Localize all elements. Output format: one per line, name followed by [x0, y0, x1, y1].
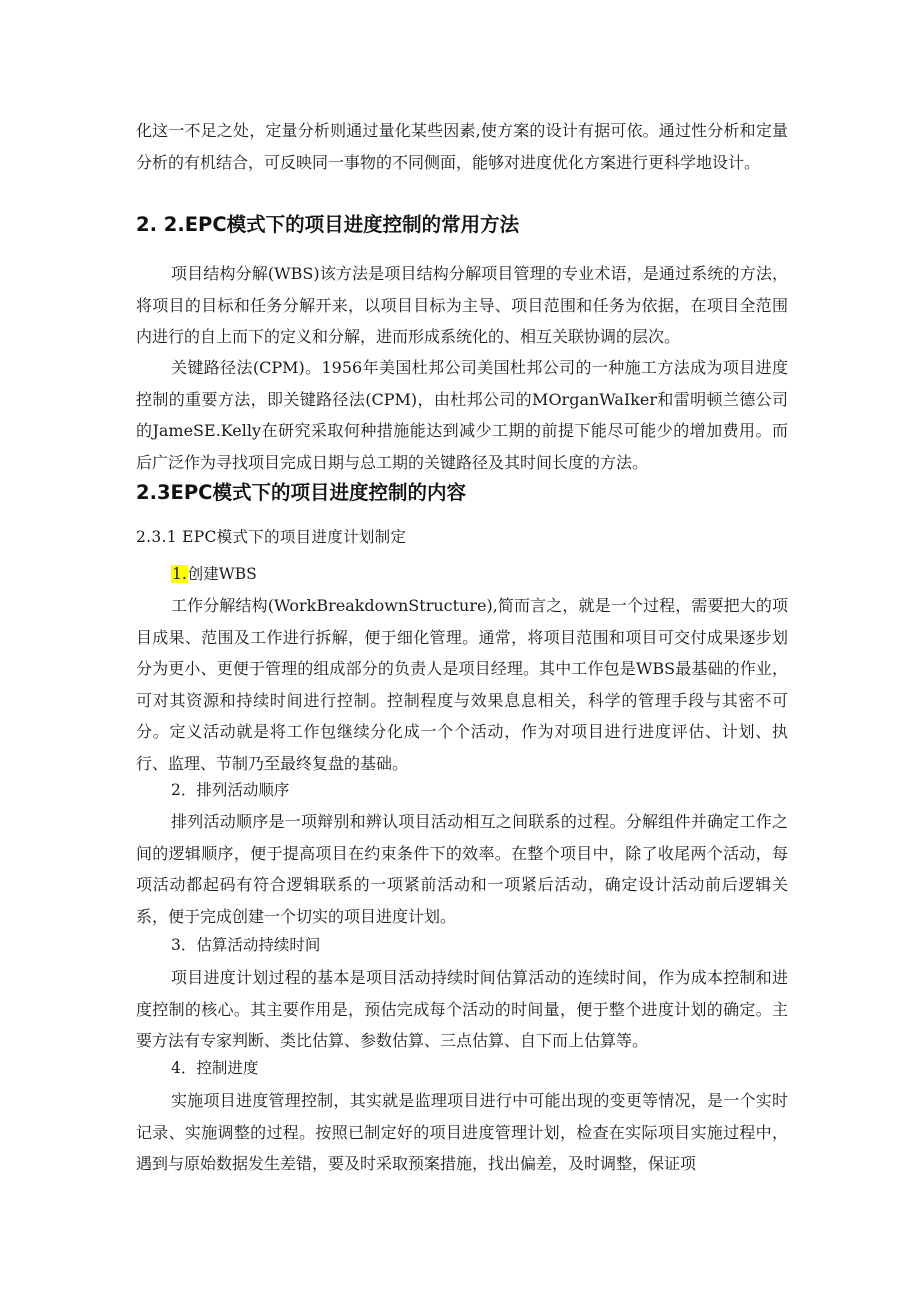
item-2-paragraph: 排列活动顺序是一项辩别和辨认项目活动相互之间联系的过程。分解组件并确定工作之间的逻辑顺序，便于提高项目在约束条件下的效率。在整个项目中，除了收尾两个活动，每项活动都起码有符合逻辑联系的一项紧前活动和一项紧后活动，确定设计活动前后逻辑关系，便于完成创建一个切实的项目进度计划。	[136, 812, 788, 926]
item-1-heading	[171, 561, 257, 587]
item-1-number-highlight: 1.	[172, 565, 187, 583]
item-4-heading: 4．控制进度	[171, 1059, 259, 1077]
section-2-2-heading	[136, 212, 519, 238]
section-2-2-number: 2. 2.EPC	[136, 213, 227, 236]
item-1-label: 创建WBS	[187, 565, 257, 583]
item-1-paragraph: 工作分解结构(WorkBreakdownStructure),简而言之，就是一个过程，需要把大的项目成果、范围及工作进行拆解，便于细化管理。通常，将项目范围和项目可交付成果逐步划分为更小、更便于管理的组成部分的负责人是项目经理。其中工作包是WBS最基础的作业，可对其资源和持续时间进行控制。控制程度与效果息息相关，科学的管理手段与其密不可分。定义活动就是将工作包继续分化成一个个活动，作为对项目进行进度评估、计划、执行、监理、节制乃至最终复盘的基础。	[136, 596, 788, 773]
section-2-3-title: 模式下的项目进度控制的内容	[212, 481, 466, 504]
section-2-2-title: 模式下的项目进度控制的常用方法	[226, 213, 520, 236]
cpm-method-paragraph: 关键路径法(CPM)。1956年美国杜邦公司美国杜邦公司的一种施工方法成为项目进度控制的重要方法，即关键路径法(CPM)，由杜邦公司的MOrganWaIker和雷明顿兰德公司的JameSE.Kelly在研究采取何种措施能达到减少工期的前提下能尽可能少的增加费用。而后广泛作为寻找项目完成日期与总工期的关键路径及其时间长度的方法。	[136, 358, 788, 472]
section-2-3-heading	[136, 480, 466, 506]
subsection-2-3-1-heading: 2.3.1 EPC模式下的项目进度计划制定	[136, 528, 407, 546]
item-3-heading: 3．估算活动持续时间	[171, 936, 321, 954]
intro-paragraph: 化这一不足之处，定量分析则通过量化某些因素,使方案的设计有据可依。通过性分析和定量分析的有机结合，可反映同一事物的不同侧面，能够对进度优化方案进行更科学地设计。	[136, 121, 788, 172]
wbs-method-paragraph: 项目结构分解(WBS)该方法是项目结构分解项目管理的专业术语，是通过系统的方法，将项目的目标和任务分解开来，以项目目标为主导、项目范围和任务为依据，在项目全范围内进行的自上而下的定义和分解，进而形成系统化的、相互关联协调的层次。	[136, 264, 788, 346]
item-2-heading: 2．排列活动顺序	[171, 781, 290, 799]
section-2-3-number: 2.3EPC	[136, 481, 213, 504]
item-3-paragraph: 项目进度计划过程的基本是项目活动持续时间估算活动的连续时间，作为成本控制和进度控制的核心。其主要作用是，预估完成每个活动的时间量，便于整个进度计划的确定。主要方法有专家判断、类比估算、参数估算、三点估算、自下而上估算等。	[136, 968, 788, 1050]
item-4-paragraph: 实施项目进度管理控制，其实就是监理项目进行中可能出现的变更等情况，是一个实时记录、实施调整的过程。按照已制定好的项目进度管理计划，检查在实际项目实施过程中，遇到与原始数据发生差错，要及时采取预案措施，找出偏差，及时调整，保证项	[136, 1091, 788, 1173]
